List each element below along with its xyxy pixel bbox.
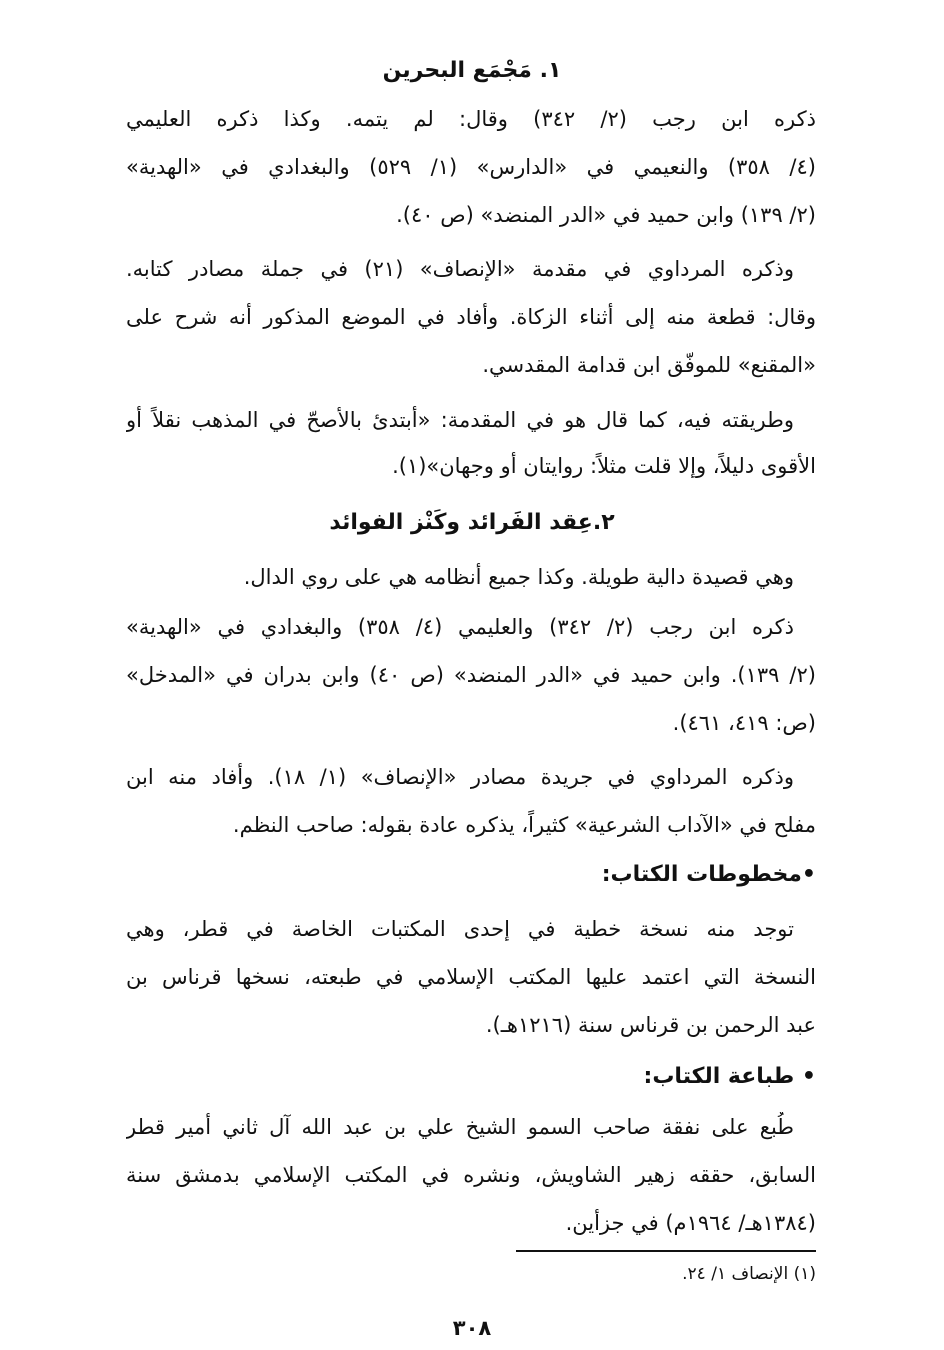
paragraph-line: وقال: قطعة منه إلى أثناء الزكاة. وأفاد في الموضع المذكور أنه شرح على xyxy=(126,305,816,329)
paragraph-line: وطريقته فيه، كما قال هو في المقدمة: «أبتدئ بالأصحّ في المذهب نقلاً أو xyxy=(126,408,794,432)
section-heading-majma-al-bahrain: ١. مَجْمَع البحرين xyxy=(382,58,562,83)
paragraph-line: (٢/ ١٣٩). وابن حميد في «الدر المنضد» (ص ٤٠) وابن بدران في «المدخل» xyxy=(126,663,816,687)
paragraph-line: السابق، حققه زهير الشاويش، ونشره في المكتب الإسلامي بدمشق سنة xyxy=(126,1163,816,1187)
paragraph-line: (٤/ ٣٥٨) والنعيمي في «الدارس» (١/ ٥٢٩) والبغدادي في «الهدية» xyxy=(126,155,816,179)
paragraph-line: وهي قصيدة دالية طويلة. وكذا جميع أنظامه هي على روي الدال. xyxy=(243,565,794,589)
section-heading-manuscripts: •مخطوطات الكتاب: xyxy=(601,862,816,887)
paragraph-line: ذكره ابن رجب (٢/ ٣٤٢) والعليمي (٤/ ٣٥٨) والبغدادي في «الهدية» xyxy=(126,615,794,639)
section-heading-iqd-al-faraid: ٢.عِقد الفَرائد وكَنْز الفوائد xyxy=(329,510,615,535)
paragraph-line: وذكره المرداوي في مقدمة «الإنصاف» (٢١) في جملة مصادر كتابه. xyxy=(126,257,794,281)
footnote: (١) الإنصاف ١/ ٢٤. xyxy=(682,1264,816,1284)
paragraph-line: ذكره ابن رجب (٢/ ٣٤٢) وقال: لم يتمه. وكذا ذكره العليمي xyxy=(126,107,816,131)
page-number: ٣٠٨ xyxy=(452,1316,492,1340)
paragraph-line: مفلح في «الآداب الشرعية» كثيراً، يذكره عادة بقوله: صاحب النظم. xyxy=(232,813,816,837)
paragraph-line: طُبع على نفقة صاحب السمو الشيخ علي بن عبد الله آل ثاني أمير قطر xyxy=(126,1115,794,1139)
footnote-divider xyxy=(516,1250,816,1252)
paragraph-line: الأقوى دليلاً، وإلا قلت مثلاً: روايتان أو وجهان»(١). xyxy=(392,454,816,478)
paragraph-line: توجد منه نسخة خطية في إحدى المكتبات الخاصة في قطر، وهي xyxy=(126,917,794,941)
paragraph-line: وذكره المرداوي في جريدة مصادر «الإنصاف» (١/ ١٨). وأفاد منه ابن xyxy=(126,765,794,789)
section-heading-printing: • طباعة الكتاب: xyxy=(643,1064,816,1089)
paragraph-line: (١٣٨٤هـ/ ١٩٦٤م) في جزأين. xyxy=(565,1211,816,1235)
paragraph-line: «المقنع» للموفّق ابن قدامة المقدسي. xyxy=(482,353,816,377)
paragraph-line: (ص: ٤١٩، ٤٦١). xyxy=(672,711,816,735)
paragraph-line: النسخة التي اعتمد عليها المكتب الإسلامي في طبعته، نسخها قرناس بن xyxy=(126,965,816,989)
paragraph-line: عبد الرحمن بن قرناس سنة (١٢١٦هـ). xyxy=(485,1013,816,1037)
paragraph-line: (٢/ ١٣٩) وابن حميد في «الدر المنضد» (ص ٤٠). xyxy=(396,203,816,227)
